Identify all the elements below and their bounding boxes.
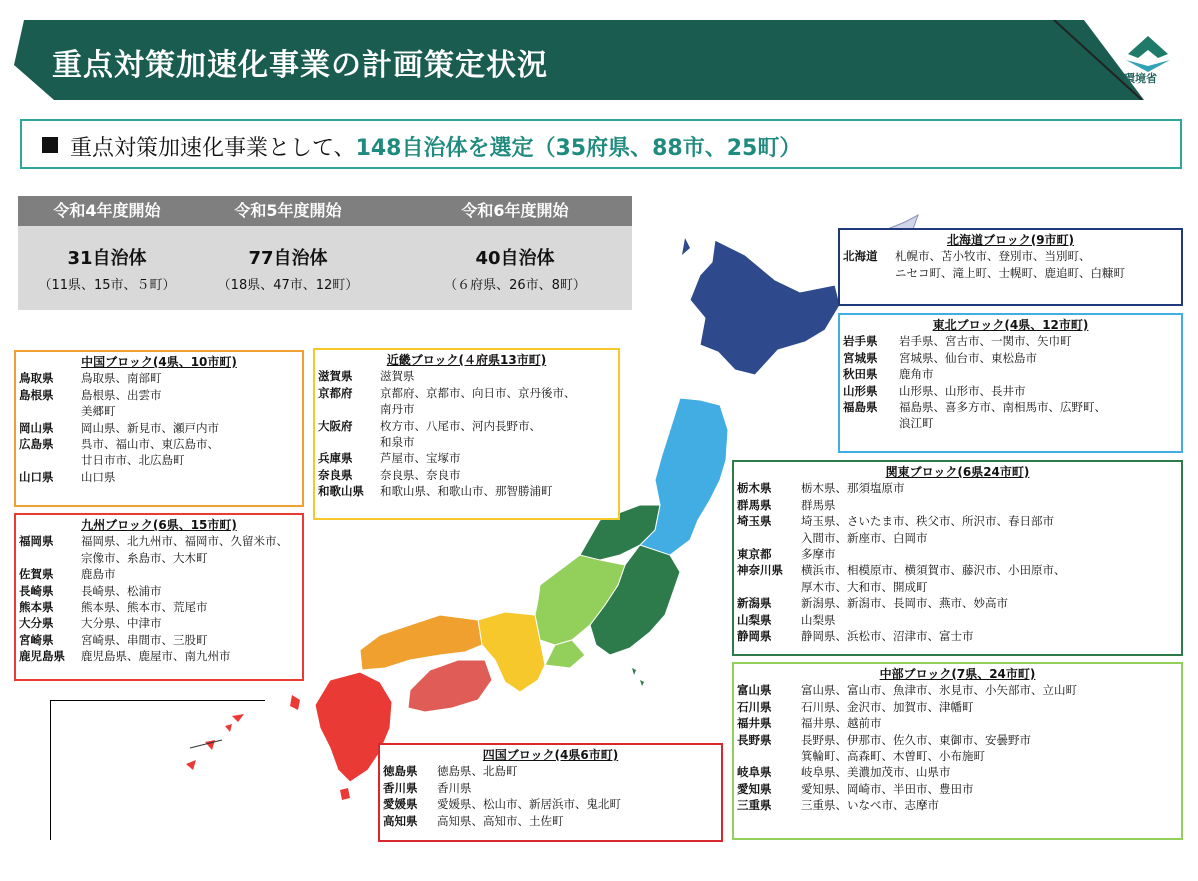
municipality-list: 箕輪町、高森町、木曽町、小布施町 — [801, 749, 985, 764]
municipality-list: 愛媛県、松山市、新居浜市、鬼北町 — [437, 797, 621, 812]
pref-name: 鳥取県 — [19, 371, 54, 386]
pref-row — [734, 579, 1181, 595]
block-shikoku — [378, 743, 723, 842]
pref-row — [315, 368, 618, 384]
municipality-list: 香川県 — [437, 780, 472, 795]
summary-highlight: 148自治体を選定（35府県、88市、25町） — [355, 136, 802, 161]
stats-col-r6 — [398, 196, 632, 293]
block-kanto — [732, 460, 1183, 656]
stats-header-r4: 令和4年度開始 — [53, 201, 161, 220]
municipality-list: 宮崎県、串間市、三股町 — [81, 632, 208, 647]
block-title-kinki: 近畿ブロック(４府県13市町) — [386, 353, 547, 367]
pref-row — [734, 562, 1181, 578]
bullet-square-icon — [42, 137, 58, 153]
municipality-list: 高知県、高知市、土佐町 — [437, 813, 564, 828]
pref-row — [315, 401, 618, 417]
pref-name: 奈良県 — [318, 467, 353, 482]
municipality-list: ニセコ町、滝上町、士幌町、鹿追町、白糠町 — [895, 265, 1125, 280]
pref-name: 広島県 — [19, 437, 54, 452]
pref-name: 山口県 — [19, 469, 54, 484]
pref-row — [315, 450, 618, 466]
pref-name — [737, 748, 801, 764]
pref-row — [315, 467, 618, 483]
block-title-tohoku: 東北ブロック(4県、12市町) — [932, 318, 1089, 332]
municipality-list: 横浜市、相模原市、横須賀市、藤沢市、小田原市、 — [801, 563, 1066, 578]
pref-name: 福岡県 — [19, 534, 54, 549]
pref-row — [16, 420, 302, 436]
block-title-shikoku: 四国ブロック(4県6市町) — [482, 748, 619, 762]
pref-row — [840, 415, 1181, 431]
pref-name: 宮城県 — [843, 350, 878, 365]
pref-name: 東京都 — [737, 547, 772, 562]
municipality-list: 厚木市、大和市、開成町 — [801, 579, 928, 594]
pref-row — [734, 480, 1181, 496]
region-shikoku — [408, 660, 492, 712]
pref-name: 愛知県 — [737, 781, 772, 796]
municipality-list: 鹿児島県、鹿屋市、南九州市 — [81, 649, 231, 664]
municipality-list: 奈良県、奈良市 — [380, 467, 461, 482]
pref-name: 高知県 — [383, 813, 418, 828]
pref-name: 福島県 — [843, 400, 878, 415]
pref-name: 静岡県 — [737, 629, 772, 644]
summary-prefix: 重点対策加速化事業として、 — [70, 136, 356, 161]
municipality-list: 呉市、福山市、東広島市、 — [81, 437, 219, 452]
pref-name: 神奈川県 — [737, 563, 783, 578]
pref-row — [840, 399, 1181, 415]
pref-row — [16, 615, 302, 631]
municipality-list: 静岡県、浜松市、沼津市、富士市 — [801, 629, 974, 644]
pref-row — [315, 434, 618, 450]
municipality-list: 新潟県、新潟市、長岡市、燕市、妙高市 — [801, 596, 1008, 611]
block-title-chugoku: 中国ブロック(4県、10市町) — [81, 355, 237, 369]
municipality-list: 愛知県、岡崎市、半田市、豊田市 — [801, 781, 974, 796]
municipality-list: 鹿角市 — [899, 367, 934, 382]
municipality-list: 徳島県、北島町 — [437, 764, 518, 779]
municipality-list: 宮城県、仙台市、東松島市 — [899, 350, 1037, 365]
municipality-list: 滋賀県 — [380, 369, 415, 384]
pref-row — [734, 781, 1181, 797]
municipality-list: 和歌山県、和歌山市、那智勝浦町 — [380, 484, 553, 499]
stats-number-r4: 31自治体 — [67, 248, 147, 269]
pref-name: 秋田県 — [843, 367, 878, 382]
municipality-list: 廿日市市、北広島町 — [81, 453, 185, 468]
pref-name: 熊本県 — [19, 600, 54, 615]
pref-row — [734, 764, 1181, 780]
block-title-hokkaido: 北海道ブロック(9市町) — [946, 233, 1075, 247]
pref-name: 京都府 — [318, 385, 353, 400]
pref-name — [737, 530, 801, 546]
pref-name: 滋賀県 — [318, 369, 353, 384]
municipality-list: 岡山県、新見市、瀬戸内市 — [81, 420, 219, 435]
municipality-list: 富山県、富山市、魚津市、氷見市、小矢部市、立山町 — [801, 683, 1077, 698]
block-title-kyushu: 九州ブロック(6県、15市町) — [81, 518, 237, 532]
stats-detail-r4: （11県、15市、５町） — [38, 278, 176, 293]
okinawa-inset-frame — [50, 700, 265, 840]
block-kinki — [313, 348, 620, 520]
municipality-list: 山形県、山形市、長井市 — [899, 383, 1026, 398]
pref-name: 山形県 — [843, 383, 878, 398]
stats-number-r6: 40自治体 — [475, 248, 555, 269]
municipality-list: 島根県、出雲市 — [81, 387, 162, 402]
block-title-chubu: 中部ブロック(7県、24市町) — [879, 667, 1036, 681]
municipality-list: 和泉市 — [380, 435, 415, 450]
pref-row — [315, 483, 618, 499]
municipality-list: 多摩市 — [801, 547, 836, 562]
pref-name: 埼玉県 — [737, 514, 772, 529]
stats-detail-r6: （６府県、26市、8町） — [444, 278, 586, 293]
municipality-list: 三重県、いなべ市、志摩市 — [801, 798, 939, 813]
pref-name: 兵庫県 — [318, 451, 353, 466]
pref-row — [734, 682, 1181, 698]
pref-row — [315, 418, 618, 434]
pref-row — [734, 748, 1181, 764]
pref-row — [840, 366, 1181, 382]
pref-name — [19, 403, 81, 419]
ministry-logo-text: 環境省 — [1124, 72, 1157, 85]
pref-row — [734, 612, 1181, 628]
pref-name: 佐賀県 — [19, 567, 54, 582]
pref-name: 愛媛県 — [383, 797, 418, 812]
municipality-list: 京都府、京都市、向日市、京丹後市、 — [380, 385, 576, 400]
pref-row — [380, 763, 721, 779]
block-chubu — [732, 662, 1183, 840]
municipality-list: 芦屋市、宝塚市 — [380, 451, 461, 466]
pref-name — [318, 434, 380, 450]
municipality-list: 栃木県、那須塩原市 — [801, 481, 905, 496]
pref-name: 岩手県 — [843, 334, 878, 349]
pref-row — [734, 530, 1181, 546]
pref-name: 長野県 — [737, 732, 772, 747]
pref-name: 山梨県 — [737, 612, 772, 627]
pref-row — [734, 628, 1181, 644]
pref-row — [840, 248, 1181, 264]
pref-row — [16, 533, 302, 549]
pref-row — [16, 583, 302, 599]
pref-row — [380, 796, 721, 812]
pref-name: 大分県 — [19, 616, 54, 631]
municipality-list: 福岡県、北九州市、福岡市、久留米市、 — [81, 534, 288, 549]
municipality-list: 山梨県 — [801, 612, 836, 627]
pref-row — [315, 385, 618, 401]
pref-row — [16, 632, 302, 648]
pref-name: 群馬県 — [737, 497, 772, 512]
municipality-list: 福島県、喜多方市、南相馬市、広野町、 — [899, 400, 1106, 415]
municipality-list: 南丹市 — [380, 402, 415, 417]
stats-header-r6: 令和6年度開始 — [461, 201, 569, 220]
municipality-list: 岐阜県、美濃加茂市、山県市 — [801, 765, 951, 780]
pref-name: 富山県 — [737, 683, 772, 698]
block-kyushu — [14, 513, 304, 681]
pref-row — [840, 383, 1181, 399]
municipality-list: 岩手県、宮古市、一関市、矢巾町 — [899, 334, 1072, 349]
municipality-list: 群馬県 — [801, 497, 836, 512]
summary-box — [20, 119, 1182, 169]
pref-name: 三重県 — [737, 798, 772, 813]
pref-row — [734, 497, 1181, 513]
pref-name: 岡山県 — [19, 420, 54, 435]
municipality-list: 美郷町 — [81, 404, 116, 419]
pref-name — [318, 401, 380, 417]
stats-col-r5 — [188, 196, 388, 293]
pref-name: 鹿児島県 — [19, 649, 65, 664]
municipality-list: 浪江町 — [899, 416, 934, 431]
pref-row — [734, 546, 1181, 562]
pref-name: 香川県 — [383, 780, 418, 795]
page-title: 重点対策加速化事業の計画策定状況 — [52, 48, 548, 83]
municipality-list: 熊本県、熊本市、荒尾市 — [81, 600, 208, 615]
pref-row — [16, 648, 302, 664]
pref-name — [737, 579, 801, 595]
pref-row — [734, 732, 1181, 748]
pref-name: 大阪府 — [318, 418, 353, 433]
pref-row — [16, 370, 302, 386]
stats-panel — [18, 196, 632, 310]
pref-name: 新潟県 — [737, 596, 772, 611]
pref-name: 栃木県 — [737, 481, 772, 496]
block-tohoku — [838, 313, 1183, 453]
pref-name: 宮崎県 — [19, 632, 54, 647]
pref-row — [840, 265, 1181, 281]
stats-header-r5: 令和5年度開始 — [234, 201, 342, 220]
stats-number-r5: 77自治体 — [248, 248, 328, 269]
block-chugoku — [14, 350, 304, 507]
stats-col-r4 — [18, 196, 196, 293]
pref-name — [19, 550, 81, 566]
pref-name: 長崎県 — [19, 583, 54, 598]
pref-name: 徳島県 — [383, 764, 418, 779]
pref-row — [734, 513, 1181, 529]
pref-name — [843, 265, 895, 281]
pref-row — [16, 599, 302, 615]
pref-row — [380, 813, 721, 829]
pref-name — [19, 452, 81, 468]
pref-name: 和歌山県 — [318, 484, 364, 499]
municipality-list: 福井県、越前市 — [801, 716, 882, 731]
municipality-list: 札幌市、苫小牧市、登別市、当別町、 — [895, 249, 1091, 264]
region-tohoku — [640, 398, 728, 560]
municipality-list: 石川県、金沢市、加賀市、津幡町 — [801, 699, 974, 714]
municipality-list: 長崎県、松浦市 — [81, 583, 162, 598]
pref-row — [16, 452, 302, 468]
pref-row — [840, 350, 1181, 366]
municipality-list: 山口県 — [81, 469, 116, 484]
summary-text — [70, 131, 801, 162]
pref-row — [380, 780, 721, 796]
pref-row — [16, 387, 302, 403]
pref-row — [734, 595, 1181, 611]
municipality-list: 入間市、新座市、白岡市 — [801, 530, 928, 545]
pref-name: 岐阜県 — [737, 765, 772, 780]
municipality-list: 長野県、伊那市、佐久市、東御市、安曇野市 — [801, 732, 1031, 747]
pref-row — [16, 566, 302, 582]
pref-row — [16, 550, 302, 566]
pref-row — [840, 333, 1181, 349]
pref-name — [843, 415, 899, 431]
pref-row — [16, 436, 302, 452]
pref-row — [734, 715, 1181, 731]
block-hokkaido — [838, 228, 1183, 306]
pref-name: 石川県 — [737, 699, 772, 714]
pref-name: 北海道 — [843, 249, 878, 264]
block-title-kanto: 関東ブロック(6県24市町) — [885, 465, 1030, 479]
region-hokkaido — [690, 240, 840, 375]
municipality-list: 宗像市、糸島市、大木町 — [81, 550, 208, 565]
municipality-list: 鳥取県、南部町 — [81, 371, 162, 386]
pref-name: 福井県 — [737, 716, 772, 731]
pref-name: 島根県 — [19, 387, 54, 402]
municipality-list: 鹿島市 — [81, 567, 116, 582]
pref-row — [734, 699, 1181, 715]
pref-row — [734, 797, 1181, 813]
municipality-list: 大分県、中津市 — [81, 616, 162, 631]
stats-detail-r5: （18県、47市、12町） — [217, 278, 359, 293]
municipality-list: 枚方市、八尾市、河内長野市、 — [380, 418, 541, 433]
pref-row — [16, 469, 302, 485]
municipality-list: 埼玉県、さいたま市、秩父市、所沢市、春日部市 — [801, 514, 1054, 529]
pref-row — [16, 403, 302, 419]
